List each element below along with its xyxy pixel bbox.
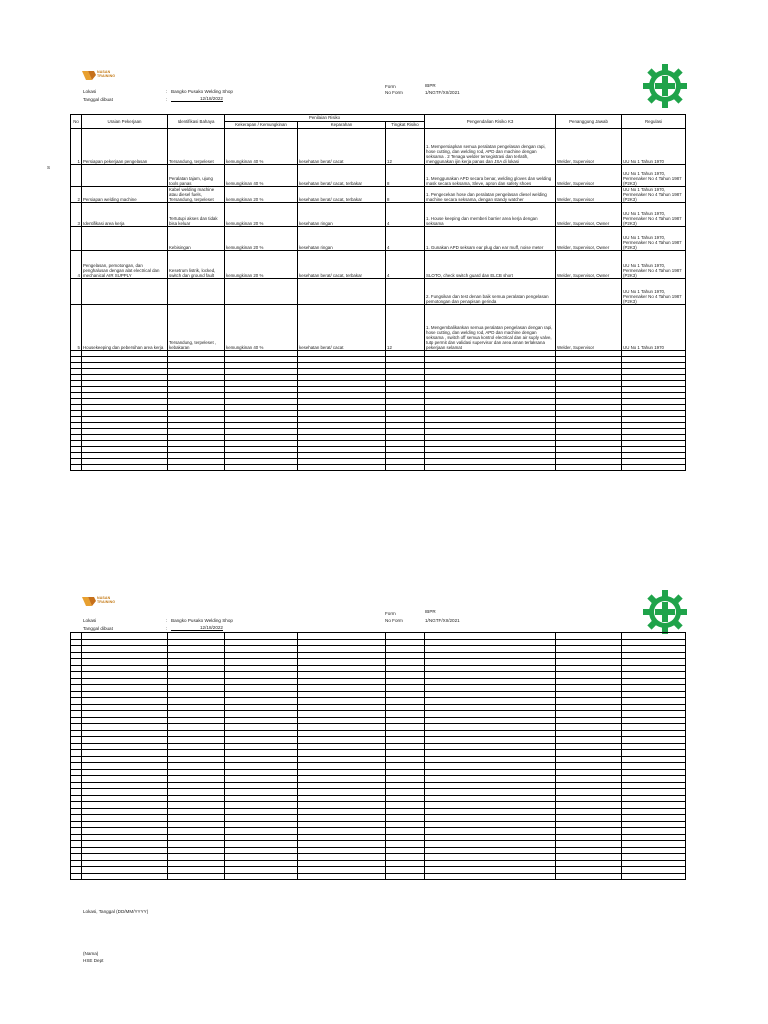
lokasi-colon: : bbox=[166, 89, 168, 94]
cell-penanggung: Welder, Supervisor bbox=[556, 129, 622, 165]
cell-kekerapan: kemungkinan 40 % bbox=[225, 129, 298, 165]
risk-table bbox=[70, 114, 686, 471]
cell-kekerapan: kemungkinan 20 % bbox=[225, 187, 298, 203]
cell-pengendalian: 1. Mengembalikankan semua peralatan pengelasan dengan rapi, hose cutting, dan welding rod, APD dan machine dengan seksama , switch off semua kontrol electrical dan air suply valve, tutp permit dan validasi supervisor dan area aman terlaksana pekerjaan selamat bbox=[425, 305, 556, 351]
cell-keparahan bbox=[298, 279, 386, 305]
col-header-identifikasi: Identifikasi Bahaya bbox=[168, 115, 225, 129]
side-mark: S bbox=[47, 165, 51, 170]
empty-cell bbox=[168, 873, 225, 880]
cell-no: 4 bbox=[71, 251, 82, 279]
table-row bbox=[71, 165, 686, 187]
cell-keparahan: kesehatan berat/ cacat bbox=[298, 129, 386, 165]
form-value: IBPR bbox=[425, 83, 436, 88]
col-header-uraian: Uraian Pekerjaan bbox=[82, 115, 168, 129]
cell-regulasi: UU No 1 Tahun 1970, Permenaker No 4 Tahun 1987 (P2K3) bbox=[622, 227, 686, 251]
lokasi-value: Bangko Pusako Welding Shop bbox=[171, 89, 233, 94]
cell-regulasi: UU No 1 Tahun 1970, Permenaker No 4 Tahun 1987 (P2K3) bbox=[622, 251, 686, 279]
col-header-pengendalian: Pengendalian Risiko K3 bbox=[425, 115, 556, 129]
cell-uraian: Persiapan welding machine bbox=[82, 187, 168, 203]
empty-cell bbox=[425, 873, 556, 880]
empty-cell bbox=[425, 465, 556, 471]
cell-tingkat: 8 bbox=[386, 187, 425, 203]
cell-identifikasi: Tersandung, terpeleset bbox=[168, 129, 225, 165]
brand-logo bbox=[82, 594, 128, 610]
cell-keparahan: kesehatan berat/ cacat, terbakar bbox=[298, 251, 386, 279]
cell-regulasi: UU No 1 Tahun 1970, Permenaker No 4 Tahun 1987 (P2K3) bbox=[622, 279, 686, 305]
table-row bbox=[71, 227, 686, 251]
tanggal-colon: : bbox=[166, 626, 168, 631]
empty-cell bbox=[622, 465, 686, 471]
table-row bbox=[71, 129, 686, 165]
empty-cell bbox=[82, 873, 168, 880]
empty-cell bbox=[225, 873, 298, 880]
empty-cell bbox=[71, 873, 82, 880]
cell-kekerapan: kemungkinan 20 % bbox=[225, 227, 298, 251]
noform-label: No Form bbox=[385, 90, 403, 95]
tanggal-colon: : bbox=[166, 97, 168, 102]
cell-kekerapan bbox=[225, 279, 298, 305]
cell-keparahan: kesehatan ringan bbox=[298, 227, 386, 251]
cell-penanggung: Welder, Supervisor bbox=[556, 165, 622, 187]
cell-pengendalian: 1. Menggunakan APD secara benar, welding gloves dan welding mask secara seksama, Sleve, apron dan safety shoes bbox=[425, 165, 556, 187]
cell-no: 2 bbox=[71, 187, 82, 203]
cell-kekerapan: kemungkinan 20 % bbox=[225, 203, 298, 227]
col-header-keparahan: Keparahan bbox=[298, 122, 386, 129]
empty-cell bbox=[298, 873, 386, 880]
cell-kekerapan: kemungkinan 40 % bbox=[225, 165, 298, 187]
noform-value: 1/NGTF/XII/2021 bbox=[425, 618, 460, 623]
footer-dept: HSE Dept bbox=[83, 958, 104, 963]
table-row bbox=[71, 251, 686, 279]
cell-pengendalian: SLOTO, check switch guard dan ELCB short bbox=[425, 251, 556, 279]
cell-no: 3 bbox=[71, 203, 82, 227]
cell-pengendalian: 2. Fungsikan dan test denan baik semua peralatan pengelasan pemotongan dan penapisan gerinda bbox=[425, 279, 556, 305]
cell-kekerapan: kemungkinan 40 % bbox=[225, 305, 298, 351]
blank-risk-table bbox=[70, 632, 686, 880]
empty-cell bbox=[298, 465, 386, 471]
tanggal-label: Tanggal dibuat bbox=[83, 626, 113, 631]
tanggal-value: 12/18/2022 bbox=[171, 625, 223, 631]
tanggal-value: 12/18/2022 bbox=[171, 96, 223, 102]
cell-tingkat: 12 bbox=[386, 305, 425, 351]
cell-identifikasi: Peralatan tajam, ujung tools panas bbox=[168, 165, 225, 187]
cell-identifikasi bbox=[168, 279, 225, 305]
lokasi-label: Lokasi bbox=[83, 618, 97, 623]
lokasi-colon: : bbox=[166, 618, 168, 623]
brand-name: NASAN TRAINING bbox=[97, 596, 116, 604]
cell-no: 5 bbox=[71, 305, 82, 351]
cell-uraian bbox=[82, 279, 168, 305]
cell-penanggung: Welder, Supervisor bbox=[556, 305, 622, 351]
empty-cell bbox=[82, 465, 168, 471]
cell-identifikasi: Tertutupi akses dan tidak bisa keluar bbox=[168, 203, 225, 227]
empty-cell bbox=[386, 873, 425, 880]
cell-pengendalian: 1. Pengecekan hose dan peralatan pengelasan diesel welding machine secara seksama, dengan standy watcher bbox=[425, 187, 556, 203]
cell-uraian: Identifikasi area kerja bbox=[82, 203, 168, 227]
cell-regulasi: UU No 1 Tahun 1970 bbox=[622, 305, 686, 351]
cell-pengendalian: 1. House keeping dan memberi barrier area kerja dengan seksama bbox=[425, 203, 556, 227]
cell-regulasi: UU No 1 Tahun 1970, Permenaker No 4 Tahun 1987 (P2K3) bbox=[622, 203, 686, 227]
cell-tingkat: 8 bbox=[386, 165, 425, 187]
cell-kekerapan: kemungkinan 20 % bbox=[225, 251, 298, 279]
safety-gear-cross-icon bbox=[643, 64, 687, 108]
empty-row bbox=[71, 873, 686, 880]
table-row bbox=[71, 279, 686, 305]
cell-tingkat bbox=[386, 279, 425, 305]
cell-penanggung bbox=[556, 279, 622, 305]
cell-no bbox=[71, 165, 82, 187]
cell-uraian bbox=[82, 227, 168, 251]
footer-place-date: Lokasi, Tanggal (DD/MM/YYYY) bbox=[83, 909, 149, 914]
brand-logo-icon bbox=[82, 596, 96, 607]
col-header-penanggung: Penanggung Jawab bbox=[556, 115, 622, 129]
brand-name: NASAN TRAINING bbox=[97, 70, 116, 78]
cell-uraian: Persiapan pekerjaan pengelasan bbox=[82, 129, 168, 165]
cell-no bbox=[71, 227, 82, 251]
cell-regulasi: UU No 1 Tahun 1970 bbox=[622, 129, 686, 165]
cell-penanggung: Welder, Supervisor, Owner bbox=[556, 251, 622, 279]
table-row bbox=[71, 203, 686, 227]
cell-keparahan: kesehatan berat/ cacat bbox=[298, 305, 386, 351]
cell-identifikasi: Kabel welding machine atau diesel fuels, Tersandung, terpeleset bbox=[168, 187, 225, 203]
form-label: Form bbox=[385, 611, 396, 616]
cell-no bbox=[71, 279, 82, 305]
empty-row bbox=[71, 465, 686, 471]
lokasi-value: Bangko Pusako Welding Shop bbox=[171, 618, 233, 623]
cell-regulasi: UU No 1 Tahun 1970, Permenaker No 4 Tahun 1987 (P2K3) bbox=[622, 187, 686, 203]
noform-value: 1/NGTF/XII/2021 bbox=[425, 90, 460, 95]
safety-gear-cross-icon bbox=[643, 590, 687, 634]
col-header-tingkat: Tingkat Risiko bbox=[386, 122, 425, 129]
cell-penanggung: Welder, Supervisor, Owner bbox=[556, 227, 622, 251]
col-header-penilaian: Penilaian Risiko bbox=[225, 115, 425, 122]
cell-tingkat: 4 bbox=[386, 251, 425, 279]
empty-cell bbox=[71, 465, 82, 471]
col-header-kekerapan: Kekerapan / Kemungkinan bbox=[225, 122, 298, 129]
empty-cell bbox=[622, 873, 686, 880]
cell-no: 1 bbox=[71, 129, 82, 165]
form-value: IBPR bbox=[425, 609, 436, 614]
brand-logo bbox=[82, 68, 128, 84]
table-row bbox=[71, 187, 686, 203]
footer-name: (Nama) bbox=[83, 951, 99, 956]
empty-cell bbox=[225, 465, 298, 471]
cell-uraian: Pengelasan, pemotongan, dan penghalusan dengan alat electrical dan mechanical AIR SUPPLY bbox=[82, 251, 168, 279]
col-header-no: No bbox=[71, 115, 82, 129]
col-header-regulasi: Regulasi bbox=[622, 115, 686, 129]
cell-penanggung: Welder, Supervisor bbox=[556, 187, 622, 203]
cell-tingkat: 4 bbox=[386, 203, 425, 227]
tanggal-label: Tanggal dibuat bbox=[83, 97, 113, 102]
cell-uraian: Housekeeping dan pebersihan area kerja bbox=[82, 305, 168, 351]
noform-label: No Form bbox=[385, 618, 403, 623]
cell-tingkat: 12 bbox=[386, 129, 425, 165]
cell-identifikasi: Kesetrum listrik, locked, switch dan ground fault bbox=[168, 251, 225, 279]
cell-identifikasi: Tersandung, terpeleset , kebakaran bbox=[168, 305, 225, 351]
cell-uraian bbox=[82, 165, 168, 187]
form-label: Form bbox=[385, 84, 396, 89]
empty-cell bbox=[168, 465, 225, 471]
brand-logo-icon bbox=[82, 70, 96, 81]
empty-cell bbox=[386, 465, 425, 471]
empty-cell bbox=[556, 873, 622, 880]
cell-penanggung: Welder, Supervisor, Owner bbox=[556, 203, 622, 227]
cell-identifikasi: Kebisingan bbox=[168, 227, 225, 251]
cell-pengendalian: 1. Mempersiapkan semua peralatan pengelasan dengan rapi, hose cutting, dan welding rod, APD dan machine dengan seksama . 2 Tenaga welder tersegistrasi dan terlatih, menggunakan ijin kerja panas dan JSA di lokasi bbox=[425, 129, 556, 165]
cell-keparahan: kesehatan berat/ cacat, terbakar bbox=[298, 165, 386, 187]
table-row bbox=[71, 305, 686, 351]
cell-regulasi: UU No 1 Tahun 1970, Permenaker No 4 Tahun 1987 (P2K3) bbox=[622, 165, 686, 187]
empty-cell bbox=[556, 465, 622, 471]
cell-tingkat: 4 bbox=[386, 227, 425, 251]
cell-pengendalian: 1. Gunakan APD seksam ear plug dan ear muff, noise meter bbox=[425, 227, 556, 251]
cell-keparahan: kesehatan berat/ cacat, terbakar bbox=[298, 187, 386, 203]
lokasi-label: Lokasi bbox=[83, 89, 97, 94]
cell-keparahan: kesehatan ringan bbox=[298, 203, 386, 227]
